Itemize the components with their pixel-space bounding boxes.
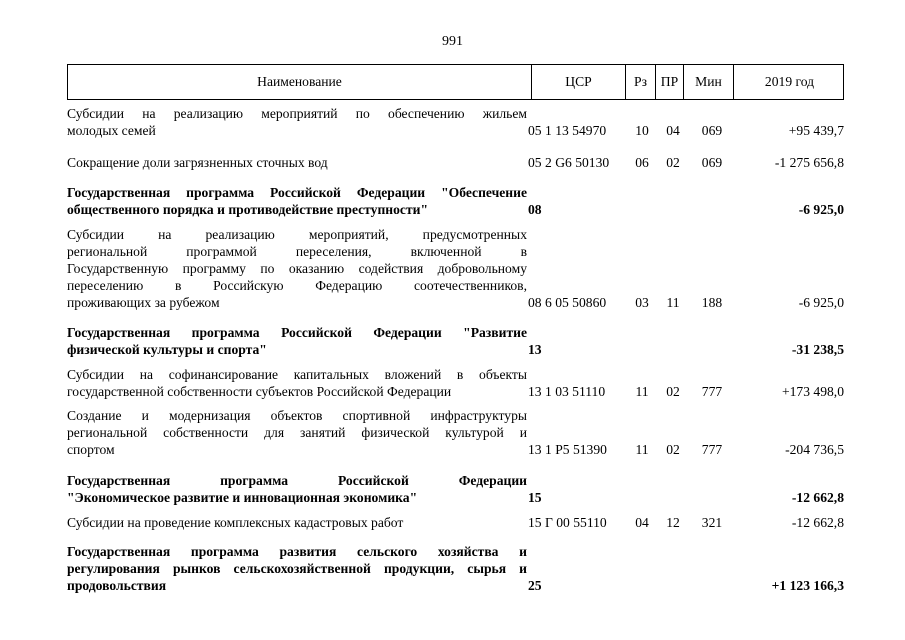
row-name xyxy=(67,105,527,139)
header-year: 2019 год xyxy=(733,65,845,99)
row-pr: 04 xyxy=(666,123,680,138)
row-amount: -6 925,0 xyxy=(798,295,844,310)
row-amount: -12 662,8 xyxy=(791,490,844,505)
row-name xyxy=(67,472,527,506)
row-name-line: региональной программой переселения, включенной в xyxy=(67,244,527,259)
row-amount: +95 439,7 xyxy=(788,123,844,138)
row-rz: 03 xyxy=(635,295,649,310)
row-name-line: продовольствия xyxy=(67,578,167,593)
row-name-line: Субсидии на проведение комплексных кадастровых работ xyxy=(67,515,404,530)
row-amount: -6 925,0 xyxy=(798,202,844,217)
table-row xyxy=(67,226,844,311)
row-amount: -12 662,8 xyxy=(791,515,844,530)
row-csr: 08 6 05 50860 xyxy=(528,295,607,310)
table-row xyxy=(67,514,844,531)
row-name xyxy=(67,543,527,594)
row-amount: -204 736,5 xyxy=(785,442,844,457)
row-pr: 11 xyxy=(666,295,680,310)
row-csr: 08 xyxy=(528,202,542,217)
row-pr: 12 xyxy=(666,515,680,530)
row-amount: -1 275 656,8 xyxy=(774,155,844,170)
row-csr: 15 Г 00 55110 xyxy=(528,515,607,530)
header-pr: ПР xyxy=(655,65,683,99)
row-csr: 05 1 13 54970 xyxy=(528,123,607,138)
table-header xyxy=(67,64,844,100)
row-rz: 04 xyxy=(635,515,649,530)
header-rz: Рз xyxy=(625,65,655,99)
row-name-line: спортом xyxy=(67,442,115,457)
header-csr: ЦСР xyxy=(531,65,625,99)
table-row xyxy=(67,472,844,506)
page-number: 991 xyxy=(442,34,463,49)
row-min: 321 xyxy=(701,515,723,530)
row-name xyxy=(67,226,527,311)
row-rz: 11 xyxy=(635,442,649,457)
table-row xyxy=(67,184,844,218)
row-rz: 06 xyxy=(635,155,649,170)
header-name: Наименование xyxy=(257,74,342,89)
row-name-line: Субсидии на реализацию мероприятий, предусмотренных xyxy=(67,227,527,242)
row-min: 188 xyxy=(701,295,723,310)
row-csr: 13 1 03 51110 xyxy=(528,384,606,399)
row-csr: 13 1 P5 51390 xyxy=(528,442,607,457)
row-name xyxy=(67,366,527,400)
row-name-line: проживающих за рубежом xyxy=(67,295,220,310)
row-amount: -31 238,5 xyxy=(791,342,844,357)
row-name-line: региональной собственности для занятий физической культурой и xyxy=(67,425,527,440)
table-row xyxy=(67,366,844,400)
row-name-line: Субсидии на реализацию мероприятий по обеспечению жильем xyxy=(67,106,527,121)
row-name-line: государственной собственности субъектов Российской Федерации xyxy=(67,384,452,399)
row-name xyxy=(67,154,527,171)
row-name-line: "Экономическое развитие и инновационная экономика" xyxy=(67,490,418,505)
table-row xyxy=(67,105,844,139)
row-csr: 05 2 G6 50130 xyxy=(528,155,610,170)
table-row xyxy=(67,154,844,171)
row-amount: +173 498,0 xyxy=(781,384,844,399)
row-name-line: Государственная программа Российской Федерации "Обеспечение xyxy=(67,185,527,200)
row-name-line: общественного порядка и противодействие преступности" xyxy=(67,202,429,217)
row-amount: +1 123 166,3 xyxy=(771,578,844,593)
row-name xyxy=(67,184,527,218)
row-name-line: Государственная программа Российской Федерации "Развитие xyxy=(67,325,527,340)
row-pr: 02 xyxy=(666,155,680,170)
row-pr: 02 xyxy=(666,442,680,457)
row-name-line: Государственная программа Российской Федерации xyxy=(67,473,527,488)
row-csr: 13 xyxy=(528,342,542,357)
row-name-line: Государственную программу по оказанию содействия добровольному xyxy=(67,261,527,276)
row-csr: 15 xyxy=(528,490,542,505)
header-min: Мин xyxy=(683,65,733,99)
row-name xyxy=(67,407,527,458)
row-rz: 11 xyxy=(635,384,649,399)
row-name-line: регулирования рынков сельскохозяйственной продукции, сырья и xyxy=(67,561,527,576)
row-pr: 02 xyxy=(666,384,680,399)
row-name-line: Сокращение доли загрязненных сточных вод xyxy=(67,155,328,170)
row-name-line: Создание и модернизация объектов спортивной инфраструктуры xyxy=(67,408,527,423)
row-csr: 25 xyxy=(528,578,542,593)
table-row xyxy=(67,407,844,458)
row-rz: 10 xyxy=(635,123,649,138)
row-name-line: физической культуры и спорта" xyxy=(67,342,267,357)
row-min: 069 xyxy=(701,123,723,138)
row-name-line: молодых семей xyxy=(67,123,156,138)
row-name xyxy=(67,324,527,358)
row-name-line: переселению в Российскую Федерацию соотечественников, xyxy=(67,278,527,293)
row-min: 777 xyxy=(701,384,723,399)
row-min: 069 xyxy=(701,155,723,170)
row-name-line: Государственная программа развития сельского хозяйства и xyxy=(67,544,527,559)
row-name-line: Субсидии на софинансирование капитальных вложений в объекты xyxy=(67,367,527,382)
table-row xyxy=(67,543,844,594)
row-name xyxy=(67,514,527,531)
row-min: 777 xyxy=(701,442,723,457)
table-row xyxy=(67,324,844,358)
